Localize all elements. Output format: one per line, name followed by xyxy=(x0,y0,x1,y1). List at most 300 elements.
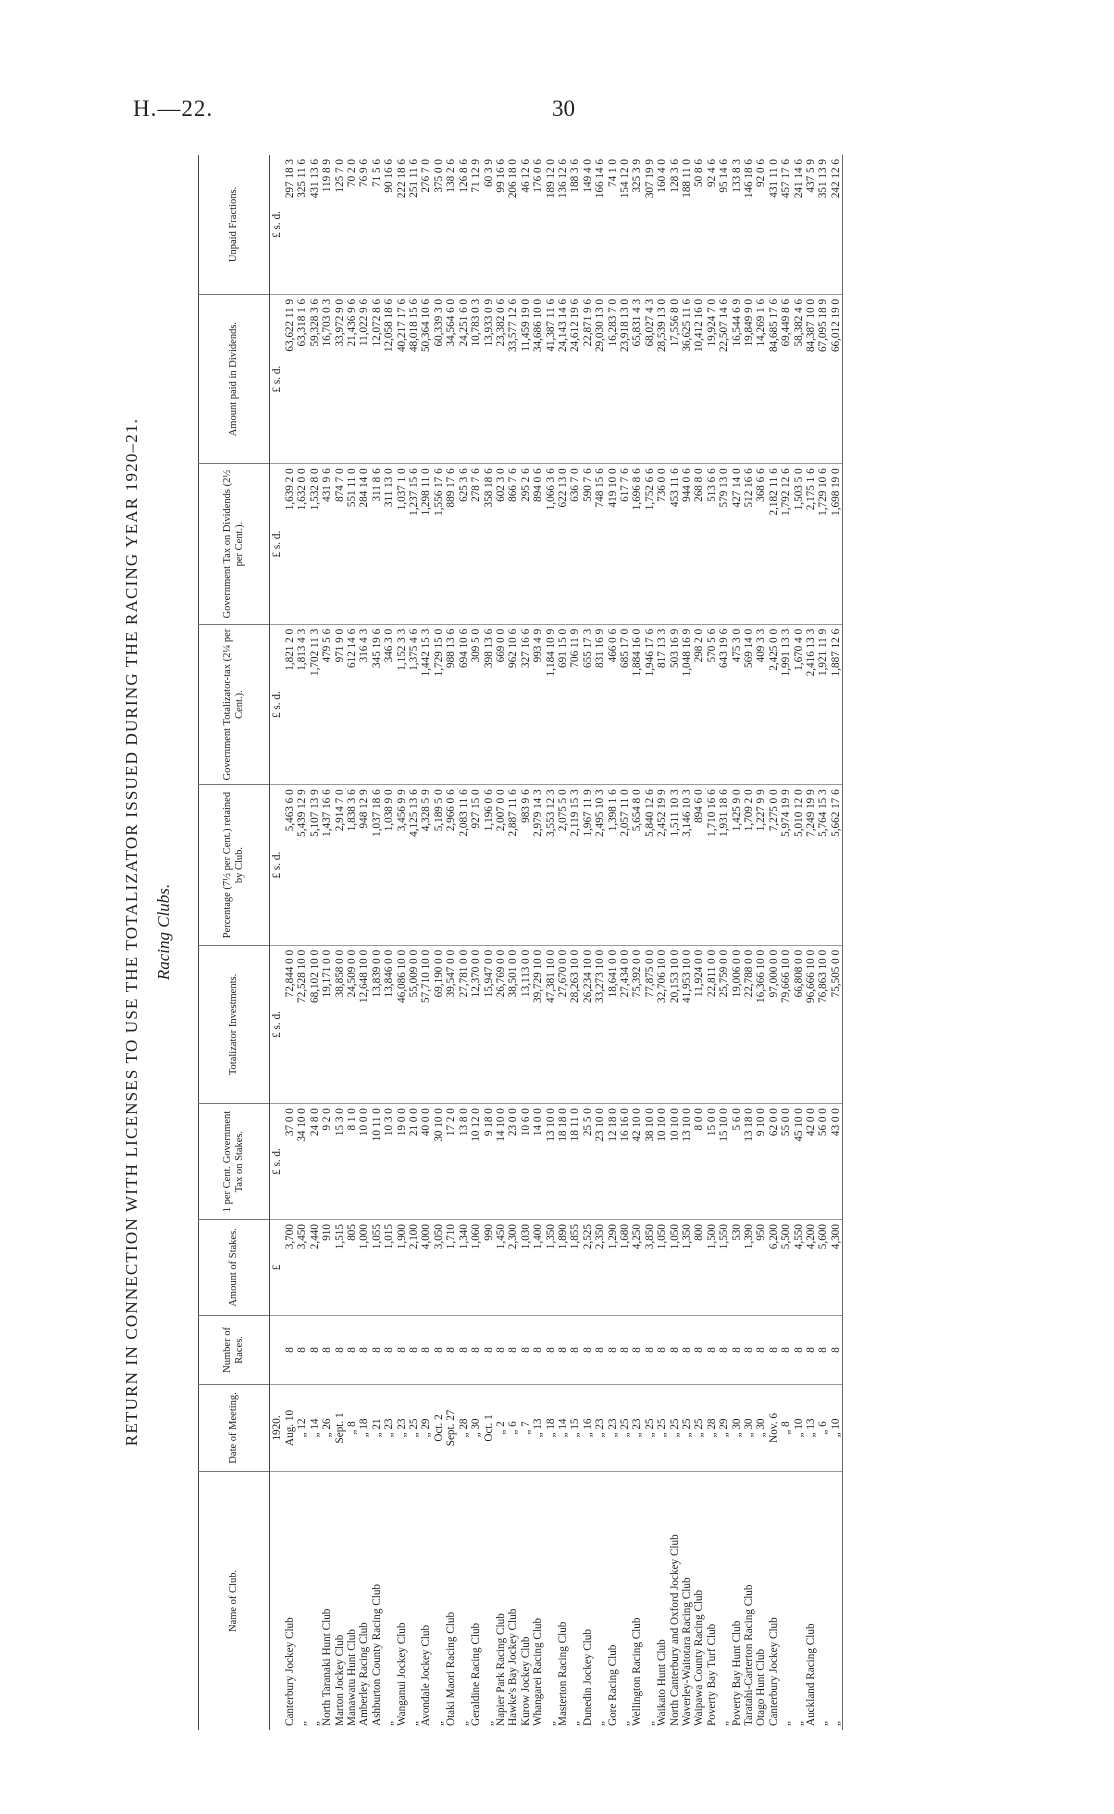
club-percentage: 5,764 15 3 xyxy=(817,785,829,946)
club-name: North Canterbury and Oxford Jockey Club xyxy=(669,1471,681,1730)
investments: 28,263 10 0 xyxy=(569,945,581,1103)
table-subtitle: Racing Clubs. xyxy=(154,883,173,981)
dividend-tax: 1,729 10 6 xyxy=(817,464,829,625)
club-name: Amberley Racing Club xyxy=(358,1471,370,1730)
race-count: 8 xyxy=(693,1315,705,1384)
unpaid-fractions: 222 18 6 xyxy=(395,159,408,199)
stakes-tax: 13 18 0 xyxy=(743,1104,755,1220)
col-fractions: Unpaid Fractions. xyxy=(199,155,270,294)
table-row xyxy=(817,155,829,1730)
stakes-tax: 18 18 0 xyxy=(557,1104,569,1220)
dividends-paid: 40,217 17 6 xyxy=(396,294,408,463)
dividend-tax: 368 6 6 xyxy=(755,464,767,625)
stakes-amount: 910 xyxy=(321,1220,333,1316)
investments: 20,153 10 0 xyxy=(669,945,681,1103)
meeting-date: Oct. 1 xyxy=(483,1384,495,1471)
club-percentage: 7,275 0 0 xyxy=(768,785,780,946)
club-name: „ xyxy=(569,1471,581,1730)
dividend-tax: 894 0 6 xyxy=(532,464,544,625)
meeting-date: „ 7 xyxy=(520,1384,532,1471)
club-percentage: 2,887 11 6 xyxy=(507,785,519,946)
year-label: 1920. xyxy=(270,1384,285,1471)
club-percentage: 2,057 11 0 xyxy=(619,785,631,946)
totalizator-tax: 691 15 0 xyxy=(557,624,569,785)
totalizator-tax: 643 19 6 xyxy=(718,624,730,785)
table-row xyxy=(569,155,581,1730)
unit-dividends: £ s. d. xyxy=(270,294,285,463)
investments: 55,009 0 0 xyxy=(408,945,420,1103)
stakes-tax: 14 0 0 xyxy=(532,1104,544,1220)
race-count: 8 xyxy=(706,1315,718,1384)
meeting-date: „ 13 xyxy=(532,1384,544,1471)
stakes-tax: 10 0 0 xyxy=(358,1104,370,1220)
investments: 68,102 10 0 xyxy=(309,945,321,1103)
race-count: 8 xyxy=(619,1315,631,1384)
meeting-date: „ 8 xyxy=(780,1384,792,1471)
stakes-tax: 55 0 0 xyxy=(780,1104,792,1220)
club-percentage: 1,038 9 0 xyxy=(383,785,395,946)
meeting-date: „ 23 xyxy=(396,1384,408,1471)
investments: 12,648 10 0 xyxy=(358,945,370,1103)
totalizator-tax: 398 13 6 xyxy=(483,624,495,785)
unpaid-fractions: 188 11 0 xyxy=(681,159,693,198)
meeting-date: „ 25 xyxy=(619,1384,631,1471)
club-name: Geraldine Racing Club xyxy=(470,1471,482,1730)
stakes-tax: 16 16 0 xyxy=(619,1104,631,1220)
unit-tot-tax: £ s. d. xyxy=(270,624,285,785)
table-row xyxy=(371,155,383,1730)
club-percentage: 4,328 5 9 xyxy=(420,785,432,946)
meeting-date: Nov. 6 xyxy=(768,1384,780,1471)
dividends-paid: 34,686 10 0 xyxy=(532,294,544,463)
club-name: „ xyxy=(793,1471,805,1730)
table-row xyxy=(284,155,296,1730)
club-percentage: 894 6 0 xyxy=(693,785,705,946)
race-count: 8 xyxy=(755,1315,767,1384)
club-name: „ xyxy=(780,1471,792,1730)
investments: 72,528 10 0 xyxy=(296,945,308,1103)
table-row xyxy=(532,155,544,1730)
race-count: 8 xyxy=(582,1315,594,1384)
meeting-date: „ 23 xyxy=(383,1384,395,1471)
investments: 16,366 10 0 xyxy=(755,945,767,1103)
race-count: 8 xyxy=(644,1315,656,1384)
rotated-table-region xyxy=(76,122,1036,1742)
dividend-tax: 1,639 2 0 xyxy=(284,464,296,625)
stakes-amount: 1,900 xyxy=(396,1220,408,1316)
stakes-amount: 1,680 xyxy=(619,1220,631,1316)
totalizator-tax: 1,375 4 6 xyxy=(408,624,420,785)
dividend-tax: 866 7 6 xyxy=(507,464,519,625)
club-percentage: 1,196 0 6 xyxy=(483,785,495,946)
stakes-tax: 10 3 0 xyxy=(383,1104,395,1220)
table-row xyxy=(545,155,557,1730)
table-row xyxy=(644,155,656,1730)
totalizator-tax: 694 10 6 xyxy=(458,624,470,785)
table-row xyxy=(495,155,507,1730)
unpaid-fractions: 126 8 6 xyxy=(457,159,470,193)
investments: 13,839 0 0 xyxy=(371,945,383,1103)
table-row xyxy=(408,155,420,1730)
dividend-tax: 419 10 0 xyxy=(607,464,619,625)
club-name: Poverty Bay Hunt Club xyxy=(731,1471,743,1730)
totalizator-tax: 988 13 6 xyxy=(445,624,457,785)
club-name: Otago Hunt Club xyxy=(755,1471,767,1730)
unpaid-fractions: 95 14 6 xyxy=(718,159,731,193)
race-count: 8 xyxy=(545,1315,557,1384)
club-percentage: 2,083 11 6 xyxy=(458,785,470,946)
unpaid-fractions: 46 12 6 xyxy=(519,159,532,193)
stakes-amount: 990 xyxy=(483,1220,495,1316)
dividend-tax: 1,037 1 0 xyxy=(396,464,408,625)
club-name: Dunedin Jockey Club xyxy=(582,1471,594,1730)
dividends-paid: 67,095 18 9 xyxy=(817,294,829,463)
meeting-date: „ 29 xyxy=(718,1384,730,1471)
club-name: Ashburton County Racing Club xyxy=(371,1471,383,1730)
col-dividends: Amount paid in Dividends. xyxy=(199,294,270,463)
col-stakes: Amount of Stakes. xyxy=(199,1220,270,1316)
stakes-amount: 1,050 xyxy=(656,1220,668,1316)
header-row xyxy=(199,155,270,1730)
stakes-tax: 5 6 0 xyxy=(731,1104,743,1220)
club-name: „ xyxy=(718,1471,730,1730)
unpaid-fractions: 90 16 6 xyxy=(383,159,396,193)
stakes-amount: 2,525 xyxy=(582,1220,594,1316)
club-name: „ xyxy=(830,1471,843,1730)
stakes-amount: 1,060 xyxy=(470,1220,482,1316)
unpaid-fractions: 160 4 0 xyxy=(656,159,669,193)
unpaid-fractions: 146 18 6 xyxy=(743,159,756,199)
table-row xyxy=(793,155,805,1730)
unpaid-fractions: 76 9 6 xyxy=(358,159,371,187)
meeting-date: „ 18 xyxy=(358,1384,370,1471)
club-percentage: 1,967 11 9 xyxy=(582,785,594,946)
race-count: 8 xyxy=(433,1315,445,1384)
investments: 32,706 10 0 xyxy=(656,945,668,1103)
stakes-amount: 4,000 xyxy=(420,1220,432,1316)
totalizator-tax: 503 16 9 xyxy=(669,624,681,785)
totalizator-tax: 409 3 3 xyxy=(755,624,767,785)
totalizator-tax: 1,702 11 3 xyxy=(309,624,321,785)
stakes-tax: 62 0 0 xyxy=(768,1104,780,1220)
table-row xyxy=(718,155,730,1730)
stakes-tax: 9 10 0 xyxy=(755,1104,767,1220)
dividends-paid: 11,022 9 6 xyxy=(358,294,370,463)
investments: 26,769 0 0 xyxy=(495,945,507,1103)
stakes-tax: 17 2 0 xyxy=(445,1104,457,1220)
meeting-date: „ 29 xyxy=(420,1384,432,1471)
dividends-paid: 16,703 0 3 xyxy=(321,294,333,463)
units-row xyxy=(270,155,285,1730)
stakes-amount: 5,600 xyxy=(817,1220,829,1316)
dividends-paid: 50,364 10 6 xyxy=(420,294,432,463)
dividend-tax: 278 7 6 xyxy=(470,464,482,625)
col-date: Date of Meeting. xyxy=(199,1384,270,1471)
dividend-tax: 1,752 6 6 xyxy=(644,464,656,625)
club-percentage: 4,125 13 6 xyxy=(408,785,420,946)
stakes-tax: 9 2 0 xyxy=(321,1104,333,1220)
club-name: „ xyxy=(433,1471,445,1730)
club-name: „ xyxy=(619,1471,631,1730)
col-investments: Totalizator Investments. xyxy=(199,945,270,1103)
unpaid-fractions: 297 18 3 xyxy=(284,159,296,199)
totalizator-tax: 1,152 3 3 xyxy=(396,624,408,785)
unpaid-fractions: 133 8 3 xyxy=(730,159,743,193)
stakes-amount: 1,390 xyxy=(743,1220,755,1316)
dividend-tax: 512 16 6 xyxy=(743,464,755,625)
investments: 47,381 10 0 xyxy=(545,945,557,1103)
club-percentage: 2,966 0 6 xyxy=(445,785,457,946)
meeting-date: „ 23 xyxy=(631,1384,643,1471)
stakes-tax: 14 10 0 xyxy=(495,1104,507,1220)
dividend-tax: 602 3 0 xyxy=(495,464,507,625)
dividends-paid: 29,030 13 0 xyxy=(594,294,606,463)
dividends-paid: 12,058 18 6 xyxy=(383,294,395,463)
stakes-tax: 10 6 0 xyxy=(520,1104,532,1220)
dividends-paid: 10,412 16 0 xyxy=(693,294,705,463)
club-percentage: 2,452 19 9 xyxy=(656,785,668,946)
race-count: 8 xyxy=(805,1315,817,1384)
dividends-paid: 69,449 8 6 xyxy=(780,294,792,463)
stakes-amount: 1,450 xyxy=(495,1220,507,1316)
dividends-paid: 21,436 9 6 xyxy=(346,294,358,463)
stakes-amount: 800 xyxy=(693,1220,705,1316)
dividends-paid: 16,283 7 0 xyxy=(607,294,619,463)
club-name: „ xyxy=(483,1471,495,1730)
totalizator-tax: 1,887 12 6 xyxy=(830,624,843,785)
club-percentage: 1,931 18 6 xyxy=(718,785,730,946)
club-percentage: 1,437 16 6 xyxy=(321,785,333,946)
dividend-tax: 513 6 6 xyxy=(706,464,718,625)
club-name: Hawke's Bay Jockey Club xyxy=(507,1471,519,1730)
dividend-tax: 736 0 0 xyxy=(656,464,668,625)
investments: 22,788 0 0 xyxy=(743,945,755,1103)
investments: 18,641 0 0 xyxy=(607,945,619,1103)
club-name: „ xyxy=(408,1471,420,1730)
investments: 19,171 0 0 xyxy=(321,945,333,1103)
stakes-amount: 1,340 xyxy=(458,1220,470,1316)
dividend-tax: 579 13 0 xyxy=(718,464,730,625)
race-count: 8 xyxy=(507,1315,519,1384)
race-count: 8 xyxy=(358,1315,370,1384)
dividends-paid: 12,072 8 6 xyxy=(371,294,383,463)
unit-stakes: £ xyxy=(270,1220,285,1316)
dividends-paid: 60,339 3 0 xyxy=(433,294,445,463)
table-row xyxy=(420,155,432,1730)
meeting-date: Aug. 10 xyxy=(284,1384,296,1471)
dividends-paid: 33,577 12 6 xyxy=(507,294,519,463)
meeting-date: „ 2 xyxy=(495,1384,507,1471)
stakes-amount: 2,350 xyxy=(594,1220,606,1316)
stakes-amount: 4,200 xyxy=(805,1220,817,1316)
table-row xyxy=(458,155,470,1730)
table-row xyxy=(557,155,569,1730)
club-name: Avondale Jockey Club xyxy=(420,1471,432,1730)
club-name: „ xyxy=(644,1471,656,1730)
club-percentage: 948 12 9 xyxy=(358,785,370,946)
meeting-date: „ 28 xyxy=(458,1384,470,1471)
unpaid-fractions: 74 1 0 xyxy=(606,159,619,187)
dividend-tax: 268 8 0 xyxy=(693,464,705,625)
club-percentage: 3,146 10 3 xyxy=(681,785,693,946)
totalizator-tax: 1,821 2 0 xyxy=(284,624,296,785)
dividend-tax: 590 7 6 xyxy=(582,464,594,625)
unpaid-fractions: 50 8 6 xyxy=(693,159,706,187)
club-percentage: 5,974 19 9 xyxy=(780,785,792,946)
club-percentage: 2,119 15 3 xyxy=(569,785,581,946)
totalizator-tax: 569 14 0 xyxy=(743,624,755,785)
club-name: „ xyxy=(309,1471,321,1730)
club-name: Auckland Racing Club xyxy=(805,1471,817,1730)
club-percentage: 2,075 5 0 xyxy=(557,785,569,946)
race-count: 8 xyxy=(284,1315,296,1384)
club-percentage: 5,189 5 0 xyxy=(433,785,445,946)
unpaid-fractions: 92 0 6 xyxy=(755,159,768,187)
stakes-tax: 15 3 0 xyxy=(334,1104,346,1220)
unpaid-fractions: 241 14 6 xyxy=(792,159,805,199)
investments: 24,509 0 0 xyxy=(346,945,358,1103)
meeting-date: „ 25 xyxy=(681,1384,693,1471)
club-name: Marton Jockey Club xyxy=(334,1471,346,1730)
unit-tax: £ s. d. xyxy=(270,1104,285,1220)
dividend-tax: 1,237 15 6 xyxy=(408,464,420,625)
race-count: 8 xyxy=(718,1315,730,1384)
dividend-tax: 2,182 11 6 xyxy=(768,464,780,625)
dividend-tax: 636 7 0 xyxy=(569,464,581,625)
stakes-tax: 15 10 0 xyxy=(718,1104,730,1220)
unpaid-fractions: 307 19 9 xyxy=(643,159,656,199)
club-name: Taratahi-Carterton Racing Club xyxy=(743,1471,755,1730)
table-row xyxy=(346,155,358,1730)
race-count: 8 xyxy=(321,1315,333,1384)
totalizator-tax: 971 9 0 xyxy=(334,624,346,785)
dividend-tax: 311 13 0 xyxy=(383,464,395,625)
dividends-paid: 63,318 1 6 xyxy=(296,294,308,463)
stakes-amount: 1,350 xyxy=(681,1220,693,1316)
table-row xyxy=(396,155,408,1730)
col-club: Name of Club. xyxy=(199,1471,270,1730)
page-number: 30 xyxy=(552,96,575,121)
club-percentage: 1,398 1 6 xyxy=(607,785,619,946)
table-row xyxy=(445,155,457,1730)
meeting-date: „ 12 xyxy=(296,1384,308,1471)
totalizator-tax: 993 4 9 xyxy=(532,624,544,785)
dividends-paid: 13,933 0 9 xyxy=(483,294,495,463)
totalizator-tax: 309 5 0 xyxy=(470,624,482,785)
table-title: RETURN IN CONNECTION WITH LICENSES TO USE THE TOTALIZATOR ISSUED DURING THE RACING YEAR 1920–21. xyxy=(122,417,141,1447)
dividends-paid: 34,564 6 0 xyxy=(445,294,457,463)
totalizator-tax: 817 13 3 xyxy=(656,624,668,785)
race-count: 8 xyxy=(569,1315,581,1384)
table-row xyxy=(483,155,495,1730)
race-count: 8 xyxy=(731,1315,743,1384)
dividends-paid: 59,328 3 6 xyxy=(309,294,321,463)
stakes-amount: 2,100 xyxy=(408,1220,420,1316)
totalizator-tax: 1,813 4 3 xyxy=(296,624,308,785)
unpaid-fractions: 149 4 0 xyxy=(581,159,594,193)
table-row xyxy=(743,155,755,1730)
stakes-tax: 38 10 0 xyxy=(644,1104,656,1220)
unpaid-fractions: 71 5 6 xyxy=(370,159,383,187)
dividend-tax: 311 8 6 xyxy=(371,464,383,625)
stakes-tax: 23 10 0 xyxy=(594,1104,606,1220)
unpaid-fractions: 136 12 6 xyxy=(556,159,569,199)
unpaid-fractions: 154 12 0 xyxy=(618,159,631,199)
table-row xyxy=(731,155,743,1730)
totalizator-tax: 475 3 0 xyxy=(731,624,743,785)
meeting-date: „ 26 xyxy=(321,1384,333,1471)
stakes-tax: 24 8 0 xyxy=(309,1104,321,1220)
dividend-tax: 1,698 19 0 xyxy=(830,464,843,625)
investments: 75,505 0 0 xyxy=(830,945,843,1103)
stakes-tax: 23 0 0 xyxy=(507,1104,519,1220)
totalizator-tax: 1,884 16 0 xyxy=(631,624,643,785)
investments: 41,953 10 0 xyxy=(681,945,693,1103)
meeting-date: „ 30 xyxy=(743,1384,755,1471)
club-name: Canterbury Jockey Club xyxy=(284,1471,296,1730)
stakes-amount: 1,055 xyxy=(371,1220,383,1316)
dividend-tax: 1,298 11 0 xyxy=(420,464,432,625)
totalizator-tax: 570 5 6 xyxy=(706,624,718,785)
meeting-date: „ 13 xyxy=(805,1384,817,1471)
table-row xyxy=(594,155,606,1730)
table-row xyxy=(768,155,780,1730)
investments: 11,924 0 0 xyxy=(693,945,705,1103)
stakes-tax: 10 10 0 xyxy=(669,1104,681,1220)
totalizator-tax: 2,425 0 0 xyxy=(768,624,780,785)
club-name: Waipawa County Racing Club xyxy=(693,1471,705,1730)
race-count: 8 xyxy=(420,1315,432,1384)
stakes-tax: 45 10 0 xyxy=(793,1104,805,1220)
meeting-date: „ 14 xyxy=(557,1384,569,1471)
dividend-tax: 358 18 6 xyxy=(483,464,495,625)
totalizator-tax: 1,048 16 9 xyxy=(681,624,693,785)
investments: 76,863 10 0 xyxy=(817,945,829,1103)
stakes-amount: 4,550 xyxy=(793,1220,805,1316)
stakes-amount: 1,500 xyxy=(706,1220,718,1316)
club-name: Whangarei Racing Club xyxy=(532,1471,544,1730)
meeting-date: „ 25 xyxy=(644,1384,656,1471)
meeting-date: „ 28 xyxy=(706,1384,718,1471)
dividend-tax: 1,556 17 6 xyxy=(433,464,445,625)
unpaid-fractions: 325 11 6 xyxy=(296,159,309,198)
race-count: 8 xyxy=(830,1315,843,1384)
totalizator-tax: 1,946 17 6 xyxy=(644,624,656,785)
stakes-amount: 805 xyxy=(346,1220,358,1316)
dividend-tax: 889 17 6 xyxy=(445,464,457,625)
stakes-amount: 1,015 xyxy=(383,1220,395,1316)
meeting-date: „ 30 xyxy=(470,1384,482,1471)
club-percentage: 1,511 10 3 xyxy=(669,785,681,946)
dividend-tax: 1,632 0 0 xyxy=(296,464,308,625)
table-row xyxy=(780,155,792,1730)
club-percentage: 7,249 19 9 xyxy=(805,785,817,946)
meeting-date: „ 15 xyxy=(569,1384,581,1471)
club-name: Waverley-Waitotara Racing Club xyxy=(681,1471,693,1730)
unpaid-fractions: 437 5 9 xyxy=(805,159,818,193)
club-name: Gore Racing Club xyxy=(607,1471,619,1730)
totalizator-tax: 1,729 15 0 xyxy=(433,624,445,785)
stakes-tax: 42 0 0 xyxy=(805,1104,817,1220)
dividends-paid: 68,027 4 3 xyxy=(644,294,656,463)
race-count: 8 xyxy=(681,1315,693,1384)
club-name: Manawatu Hunt Club xyxy=(346,1471,358,1730)
investments: 33,273 10 0 xyxy=(594,945,606,1103)
club-name: „ xyxy=(817,1471,829,1730)
race-count: 8 xyxy=(470,1315,482,1384)
meeting-date: „ 14 xyxy=(309,1384,321,1471)
unpaid-fractions: 166 14 6 xyxy=(594,159,607,199)
